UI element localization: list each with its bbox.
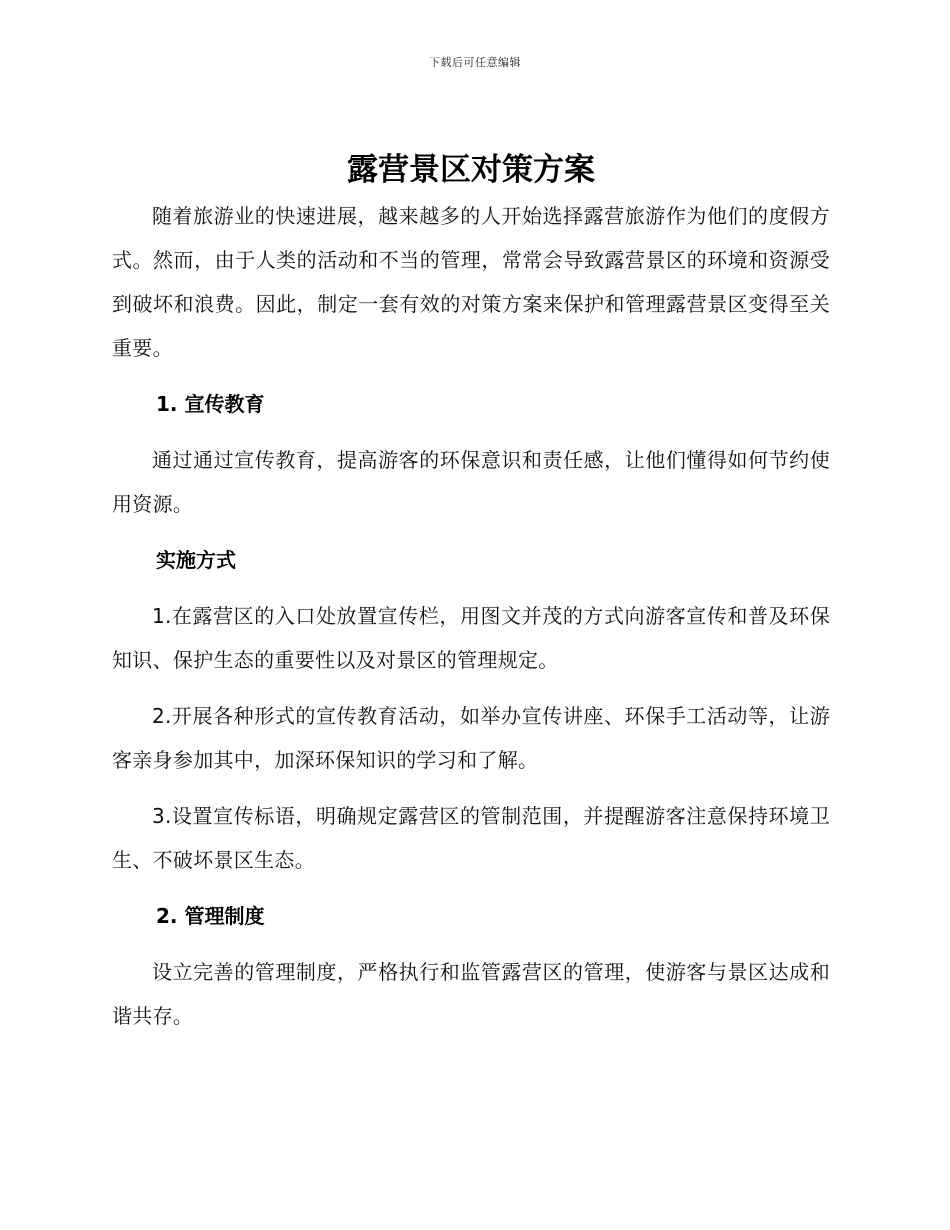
management-paragraph: 设立完善的管理制度，严格执行和监管露营区的管理，使游客与景区达成和谐共存。 (112, 960, 830, 1028)
method-item: 2.开展各种形式的宣传教育活动，如举办宣传讲座、环保手工活动等，让游客亲身参加其中，加深环保知识的学习和了解。 (112, 704, 830, 772)
method-item: 3.设置宣传标语，明确规定露营区的管制范围，并提醒游客注意保持环境卫生、不破坏景区生态。 (112, 804, 830, 872)
section-heading-publicity: 1. 宣传教育 (156, 392, 265, 416)
methods-heading: 实施方式 (156, 548, 236, 572)
header-note: 下载后可任意编辑 (429, 56, 521, 69)
document-body (112, 148, 830, 1050)
publicity-paragraph: 通过通过宣传教育，提高游客的环保意识和责任感，让他们懂得如何节约使用资源。 (112, 448, 830, 516)
intro-paragraph: 随着旅游业的快速进展，越来越多的人开始选择露营旅游作为他们的度假方式。然而，由于人类的活动和不当的管理，常常会导致露营景区的环境和资源受到破坏和浪费。因此，制定一套有效的对策方案来保护和管理露营景区变得至关重要。 (112, 204, 830, 360)
section-heading-management: 2. 管理制度 (156, 904, 265, 928)
method-item: 1.在露营区的入口处放置宣传栏，用图文并茂的方式向游客宣传和普及环保知识、保护生态的重要性以及对景区的管理规定。 (112, 604, 830, 672)
document-title: 露营景区对策方案 (347, 152, 595, 188)
